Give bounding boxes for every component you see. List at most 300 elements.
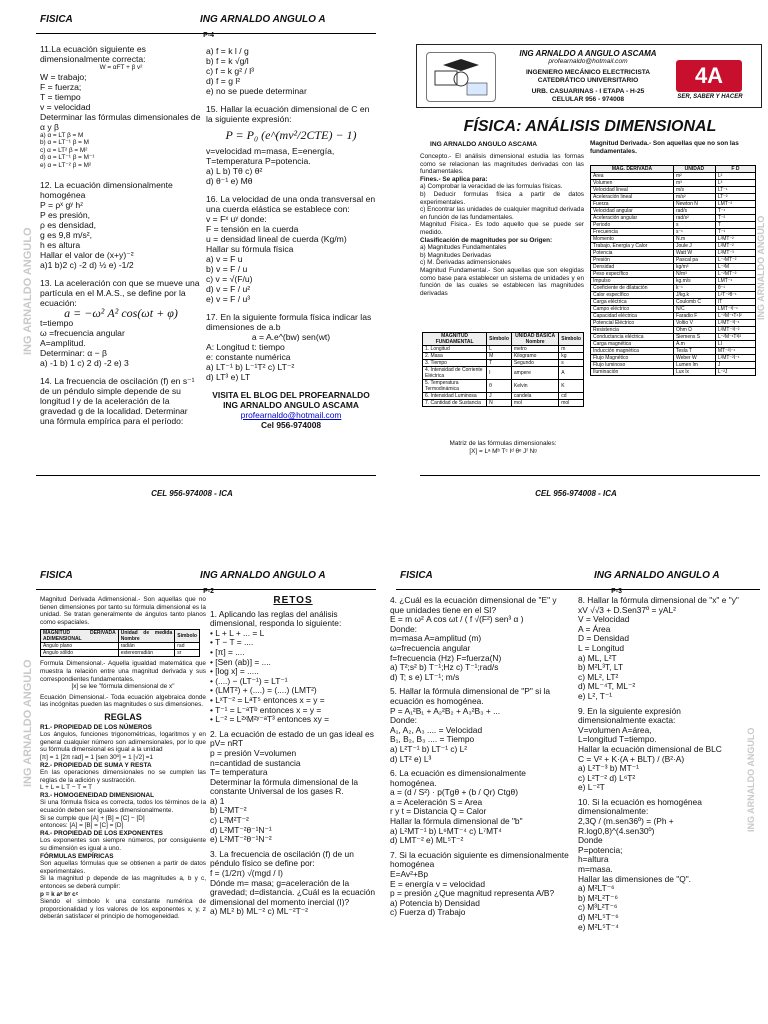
author-name: ING ARNALDO A ANGULO ASCAMA [519,49,657,58]
concept-text [420,153,584,297]
problem-line: d) LMT⁻² e) ML⁵T⁻² [390,835,464,846]
table-cell: 5. Temperatura Termodinámica [423,380,487,393]
blog-box [206,390,376,430]
table-cell: Flujo luminoso [591,362,674,369]
problem-line: a) L²T⁻¹ b) LT⁻¹ c) L² [390,743,468,754]
text-paragraph: a) Comprobar la veracidad de las formulas físicas. [420,183,563,191]
adimensional-table [40,629,200,657]
problem-line: Donde: [390,715,418,726]
table-cell: 4. Intensidad de Corriente Eléctrica [423,367,487,380]
author-email: profearnaldo@hotmail.com [548,58,628,65]
q15-formula: P = P₀ (e^(mv²/2CTE) − 1) [225,128,357,142]
table-row [423,400,584,407]
table-cell: Carga eléctrica [591,299,674,306]
table-cell: mol [559,400,584,407]
q11-statement: 11.La ecuación siguiente es dimensionalmente correcta: [40,44,146,64]
problem-line: c) L²T⁻² d) L⁶T² [578,772,636,783]
rule-line: L + L = L T − T = T [40,784,92,792]
q14-option: b) f = k √g/l [206,56,249,66]
table-row [591,362,756,369]
table-cell: Momento [591,236,674,243]
problem-line: c) Fuerza d) Trabajo [390,907,466,918]
q12-line: g es 9,8 m/s², [40,229,93,240]
table-row [591,341,756,348]
table-cell: Capacidad eléctrica [591,313,674,320]
q17-option: d) LT³ e) LT [206,372,251,382]
retos-line: e) L²MT⁻²θ⁻¹N⁻² [210,834,272,845]
side-watermark: ING ARNALDO ANGULO [22,659,34,787]
q14-option: e) no se puede determinar [206,86,307,96]
table-cell: T⁻¹ [715,229,755,236]
problem-line: 2,3Q / (m.sen36º) = (Ph + R.log0,8)^(4.sen30º) [578,816,674,836]
table-cell: Conductancia eléctrica [591,334,674,341]
problem-line: a) T²;s² b) T⁻¹;Hz c) T⁻¹;rad/s [390,662,499,673]
rule-line: R1.- PROPIEDAD DE LOS NÚMEROS [40,723,152,731]
q11-line: T = tiempo [40,91,81,102]
table-cell: Carga magnética [591,341,674,348]
page-header [384,570,768,586]
problem-line: a) ML, L²T [578,652,617,663]
table-cell: 7. Cantidad de Sustancia [423,400,487,407]
table-row [591,194,756,201]
table-row [591,236,756,243]
table-cell: Inducción magnética [591,348,674,355]
table-cell: L⁻²M⁻¹T⁴I² [715,313,755,320]
table-cell: IT [715,299,755,306]
rule-line: En las operaciones dimensionales no se cumplen las reglas de la adición y sustracción. [40,769,206,784]
retos-line: T= temperatura [210,767,268,778]
problem-line: V = Velocidad [578,614,630,625]
table-row [423,393,584,400]
problem-line: D = Densidad [578,633,629,644]
text-paragraph: c) M. Derivadas adimensionales [420,259,511,267]
retos-line: pV= nRT [210,738,244,749]
problem-line: P = A₁²B₁ + A₂²B₂ + A₃²B₃ + ... [390,705,501,716]
problem-line: Donde [578,835,603,846]
problem-line: 9. En la siguiente expresión dimensionalmente exacta: [578,705,681,726]
problem-line: a) L²MT⁻¹ b) L⁶MT⁻⁴ c) L⁷MT⁴ [390,825,502,836]
table-cell: m/s [673,187,715,194]
q12-line: ρ es densidad, [40,219,97,230]
text-paragraph: b) Deducir formulas física a partir de datos experimentales. [420,190,584,206]
rule-line: R4.- PROPIEDAD DE LOS EXPONENTES [40,829,163,837]
retos-line: • LˣT⁻² = LᵃT⁵ entonces x = y = [210,694,325,705]
table-cell: s⁻¹ [673,229,715,236]
q16-option: a) v = F u [206,254,243,264]
retos-line: Dónde m= masa; g=aceleración de la gravedad; d=distancia. ¿Cuál es la ecuación dimensional del momento inercial (I)? [210,877,376,907]
table-cell: Weber W [673,355,715,362]
rules-list [40,724,206,921]
table-header-cell: Unidad de medida Nombre [118,630,175,643]
q17-statement: 17. En la siguiente formula física indicar las dimensiones de a.b [206,312,372,332]
table-header-cell: Símbolo [487,333,512,346]
problem-line: m=masa. [578,864,613,875]
problems-right [578,596,744,932]
page-subtitle: ING ARNALDO ANGULO ASCAMA [430,141,537,148]
table-cell: L³ [715,180,755,187]
table-header-cell: UNIDAD [673,166,715,173]
problem-line: E=Av²+Bp [390,869,429,880]
table-cell: Densidad [591,264,674,271]
page-p2 [0,512,384,1024]
right-column [206,46,376,430]
theory-column [40,596,206,921]
table-cell: L⁻²MT⁻² [715,271,755,278]
table-cell: Lumen lm [673,362,715,369]
problem-line: Hallar la fórmula dimensional de "b" [390,816,523,827]
table-cell: LMT⁻² [715,201,755,208]
table-cell: L²T⁻²θ⁻¹ [715,292,755,299]
table-header-cell: Símbolo [559,333,584,346]
table-header-row [591,166,756,173]
table-cell: LI [715,341,755,348]
table-cell: Ohm Ω [673,327,715,334]
matrix-note [420,440,586,455]
text-paragraph: Magnitud Física.- Es todo aquello que se puede ser medido. [420,221,584,236]
table-cell: Área [591,173,674,180]
text-paragraph: Fines.- Se aplica para: [420,175,488,183]
retos-line: 3. La frecuencia de oscilación (f) de un péndulo físico se define por: [210,848,354,869]
table-row [591,292,756,299]
q13-line: Determinar: α − β [40,347,107,358]
table-header-cell: UNIDAD BÁSICA Nombre [511,333,558,346]
rule-line: p = k aˣ bʸ cᶻ [40,890,79,898]
table-cell: m³ [673,180,715,187]
table-row [423,360,584,367]
q12-line: h es altura [40,239,81,250]
table-cell: metro [511,346,558,353]
blog-line: VISITA EL BLOG DEL PROFEARNALDO [212,390,370,400]
table-cell: 6. Intensidad Luminosa [423,393,487,400]
page-header [0,570,384,586]
table-cell: T⁻¹ [715,208,755,215]
table-cell: Impulso [591,278,674,285]
problem-line: xV √√3 + D.Sen37º = yAL² [578,604,676,615]
q12-options: a)1 b)2 c) -2 d) ½ e) -1/2 [40,259,134,270]
q13-line: A=amplitud. [40,337,86,348]
table-cell: Siemens S [673,334,715,341]
q11-line: W = trabajo; [40,71,87,82]
q14-option: d) f = g l² [206,76,241,86]
table-cell: N/m³ [673,271,715,278]
problem-line: h=altura [578,854,609,865]
q14-option: c) f = k g² / l³ [206,66,254,76]
problem-line: 7. Si la ecuación siguiente es dimensionalmente homogénea [390,849,569,870]
q13-line: t=tiempo [40,317,74,328]
problem-line: 4. ¿Cuál es la ecuación dimensional de "E" y que unidades tiene en el SI? [390,595,557,615]
table-cell: m/s² [673,194,715,201]
table-row [591,243,756,250]
table-cell: mol [511,400,558,407]
author-role: CATEDRÁTICO UNIVERSITARIO [537,77,639,84]
problem-line: ω=frecuencia angular [390,642,471,653]
table-cell: 3. Tiempo [423,360,487,367]
problem-line: E = m ω² A cos ωt / ( f √(F²) sen³ α ) [390,614,524,625]
table-row [591,348,756,355]
table-cell: Coulomb C [673,299,715,306]
header-left: FISICA [400,570,433,581]
table-header-cell: MAGNITUD DERIVADA ADIMENSIONAL [41,630,119,643]
brand-slogan: SER, SABER Y HACER [677,94,743,100]
table-row [591,369,756,376]
table-row [591,313,756,320]
table-cell: Flujo Magnético [591,355,674,362]
text-paragraph: c) Encontrar las unidades de cualquier magnitud derivada en función de las fundamentales. [420,206,584,221]
q17-line: e: constante numérica [206,352,291,362]
page-number: P-2 [203,588,214,595]
table-cell: Aceleración lineal [591,194,674,201]
table-row [591,187,756,194]
table-cell: Lux lx [673,369,715,376]
q11-option: a) α = LT β = M [40,131,84,139]
rule-line: Siendo el símbolo k una constante numérica de proporcionalidad y los valores de los exponentes x, y, z deberán satisfacer el principio de homogeneidad. [40,898,206,921]
table-cell: L²MT⁻²I⁻¹ [715,355,755,362]
table-cell: Calor específico [591,292,674,299]
text-paragraph: Concepto.- El análisis dimensional estudia las formas como se relacionan las magnitudes derivadas con las fundamentales. [420,153,584,176]
matrix-formula: [X] = Lᵃ Mᵇ Tᶜ Iᵈ θᵉ Jᶠ Nᵍ [469,447,537,455]
table-cell: ampere [511,367,558,380]
page-p4 [0,0,384,512]
table-row [591,320,756,327]
problem-line: 5. Hallar la fórmula dimensional de "P" si la ecuación es homogénea. [390,686,551,706]
problem-line: b) M²L³T, LT [578,662,623,673]
q16-option: b) v = F / u [206,264,248,274]
table-cell: radián [118,643,175,650]
problems-left [390,596,570,918]
table-row [591,215,756,222]
blog-line: ING ARNALDO ANGULO ASCAMA [223,400,359,410]
problem-line: V=volumen A=área, [578,724,652,735]
side-watermark: ING ARNALDO ANGULO [746,727,756,832]
table-cell: rad/s² [673,215,715,222]
table-row [591,299,756,306]
problem-line: a = (d / S²) · p(Tgθ + (b / Qr) Ctgθ) [390,787,518,798]
table-cell: cd [559,393,584,400]
table-cell: T [715,222,755,229]
rule-line: FÓRMULAS EMPÍRICAS [40,852,114,860]
table-cell: kg [559,353,584,360]
q15-option: a) L b) Tθ c) θ² [206,166,263,176]
table-row [591,201,756,208]
retos-line: • L⁻² = L²ˣM²ʸ⁻ᵃT³ entonces xy = [210,714,329,725]
table-row [423,353,584,360]
text-paragraph: Formula Dimensional.- Aquella igualdad matemática que muestra la relación entre una magnitud derivada y sus correspondientes fundamentales. [40,660,206,683]
q16-line: u = densidad lineal de cuerda (Kg/m) [206,234,347,244]
table-row [591,180,756,187]
retos-line: f = (1/2π) √(mgd / I) [210,868,283,879]
table-cell: Presión [591,257,674,264]
table-cell: L²MT⁻² [715,236,755,243]
table-cell: Potencial Eléctrico [591,320,674,327]
graduate-illustration-icon [426,52,496,102]
footer-rule [420,475,760,476]
table-cell: kg.m/s [673,278,715,285]
retos-line: • (....) − (LT⁻¹) = LT⁻¹ [210,675,288,686]
table-cell: θ [487,380,512,393]
table-header-cell: Símbolo [175,630,200,643]
q11-option: d) α = LT⁻¹ β = M⁻¹ [40,154,95,162]
fundamental-magnitudes-table [422,332,584,407]
problem-line: d) T; s e) LT⁻¹; m/s [390,671,460,682]
table-cell: L² [715,173,755,180]
retos-title: RETOS [273,595,313,606]
table-header-row [423,333,584,346]
rule-line: Los exponentes son siempre números, por consiguiente su dimensión es igual a uno. [40,837,206,853]
problem-line: a) L²T⁻³ b) MT⁻¹ [578,763,639,774]
retos-line: 1. Aplicando las reglas del análisis dimensional, responda lo siguiente: [210,608,342,629]
page-title: FÍSICA: ANÁLISIS DIMENSIONAL [463,118,717,135]
q11-formula: W = αFT + β v² [99,64,143,71]
table-cell: L²MT⁻³I⁻¹ [715,320,755,327]
table-cell: Iluminación [591,369,674,376]
table-cell: Newton N [673,201,715,208]
table-row [591,173,756,180]
retos-line: • (LMT²) + (....) = (....) (LMT²) [210,685,317,696]
table-cell: J [715,362,755,369]
header-right: ING ARNALDO ANGULO A [200,570,326,581]
problem-line: L = Longitud [578,642,625,653]
table-cell: L⁻²J [715,369,755,376]
retos-line: • T − T = .... [210,637,254,648]
header-left: FISICA [40,14,73,25]
blog-email-link[interactable]: profearnaldo@hotmail.com [240,410,342,420]
table-cell: T [487,360,512,367]
problem-line: P=potencia; [578,844,623,855]
text-paragraph: Magnitud Fundamental.- Son aquellas que son elegidas como base para establecer un sistema de unidades y en función de las cuales se establecen las magnitudes derivadas [420,266,584,297]
q14-statement: 14. La frecuencia de oscilación (f) en s⁻¹ de un péndulo simple depende de su longitud l y de la aceleración de la gravedad g de la localidad. Determinar una fórmula empírica para el período: [40,375,195,426]
q11-option: e) α = LT⁻² β = M² [40,161,92,169]
table-cell: Voltio V [673,320,715,327]
table-cell: Angulo sólido [41,650,119,657]
rule-line: Si se cumple que [A] + [B] = [C] − [D] [40,814,145,822]
q13-statement: 13. La aceleración con que se mueve una partícula en el M.A.S., se define por la ecuación: [40,277,200,308]
table-cell: MT⁻²I⁻¹ [715,348,755,355]
table-cell: sr [175,650,200,657]
rule-line: R2.- PROPIEDAD DE SUMA Y RESTA [40,761,152,769]
problem-line: L=longitud T=tiempo. [578,734,657,745]
retos-line: d) L²MT⁻²θ⁻¹N⁻¹ [210,824,272,835]
table-cell: Segundo [511,360,558,367]
problem-line: Hallar las dimensiones de "Q". [578,873,692,884]
table-row [591,278,756,285]
table-row [591,250,756,257]
challenges-column [210,596,376,917]
derived-magnitudes-table [590,165,756,376]
table-cell: rad/s [673,208,715,215]
table-row [41,650,200,657]
table-cell: Frecuencia [591,229,674,236]
side-watermark: ING ARNALDO ANGULO [22,227,34,355]
table-cell: Potencia [591,250,674,257]
problem-line: e) L⁻²T [578,782,605,793]
page-cover [384,0,768,512]
table-cell: Joule J [673,243,715,250]
problem-line: c) ML², LT² [578,671,619,682]
retos-line: • [Sen (ab)] = .... [210,656,271,667]
table-cell: K [559,380,584,393]
text-paragraph: b) Magnitudes Derivadas [420,251,492,259]
q11-line: F = fuerza; [40,81,82,92]
table-cell: Velocidad angular [591,208,674,215]
problem-line: b) M²L²T⁻⁶ [578,892,618,903]
table-row [591,355,756,362]
q16-option: e) v = F / u³ [206,294,251,304]
retos-line: b) L²MT⁻² [210,805,247,816]
q15-line: v=velocidad m=masa, E=energía, T=temperatura P=potencia. [206,146,335,166]
table-cell: Aceleración angular [591,215,674,222]
q16-line: v = Fˣ uʸ donde: [206,214,267,224]
q13-options: a) -1 b) 1 c) 2 d) -2 e) 3 [40,357,129,368]
problem-line: m=masa A=amplitud (m) [390,633,482,644]
retos-list [210,610,376,917]
table-cell: L²MT⁻³ [715,250,755,257]
table-cell: estereorradián [118,650,175,657]
q12-statement: 12. La ecuación dimensionalmente homogénea [40,179,173,200]
rule-line: R3.- HOMOGENEIDAD DIMENSIONAL [40,791,154,799]
q16-line: Hallar su fórmula física [206,244,294,254]
table-cell: Peso específico [591,271,674,278]
retos-line: a) 1 [210,795,225,806]
q11-line: Determinar las fórmulas dimensionales de α y β [40,111,201,132]
table-cell: M [487,353,512,360]
table-cell: Trabajo, Energía y Calor [591,243,674,250]
problem-line: f=frecuencia (Hz) F=fuerza(N) [390,652,502,663]
q11-option: c) α = LT² β = M² [40,146,88,154]
text-paragraph: [x] se lee "fórmula dimensional de x" [71,683,175,691]
table-cell: Volumen [591,180,674,187]
table-header-row [41,630,200,643]
table-cell: Campo eléctrico [591,306,674,313]
retos-line: • [π] = .... [210,646,245,657]
retos-line: • T⁻¹ = L⁻ᵃTᵇ entonces x = y = [210,704,322,715]
side-watermark: ING ARNALDO ANGULO [756,215,766,320]
q16-statement: 16. La velocidad de una onda transversal en una cuerda elástica se establece con: [206,194,376,214]
table-row [591,306,756,313]
q16-option: d) v = F / u² [206,284,251,294]
author-address: URB. CASUARINAS - I ETAPA - H-25 [531,88,645,95]
table-cell: Faradio F [673,313,715,320]
table-cell: rad [175,643,200,650]
problem-line: r y t = Distancia Q = Calor [390,806,487,817]
problem-line: d) LT² e) L³ [390,753,432,764]
retos-line: a) ML² b) ML⁻² c) ML⁻²T⁻² [210,906,308,917]
table-cell: 2. Masa [423,353,487,360]
rule-line: [π] = 1 [2π rad] = 1 [sen 30º] = 1 [√2] =1 [40,753,154,761]
page-footer: CEL 956-974008 - ICA [151,489,233,498]
problem-line: a) M²LT⁻⁶ [578,883,615,894]
problem-line: e) M²L⁵T⁻⁴ [578,921,619,932]
table-row [591,208,756,215]
header-rule [396,589,760,590]
table-row [423,346,584,353]
table-row [591,229,756,236]
q13-line: ω =frecuencia angular [40,327,125,338]
table-cell: LT⁻¹ [715,187,755,194]
table-row [591,264,756,271]
retos-line: c) L²M²T⁻² [210,815,249,826]
page-header [0,14,384,30]
problem-line: Donde: [390,623,418,634]
blog-line: Cel 956-974008 [260,420,322,430]
table-row [591,222,756,229]
header-left: FISICA [40,570,73,581]
table-cell: k⁻¹ [673,285,715,292]
author-info [500,50,676,104]
header-right: ING ARNALDO ANGULO A [200,14,326,25]
table-cell: Pascal pa [673,257,715,264]
problem-line: 10. Si la ecuación es homogénea dimensionalmente: [578,796,702,817]
problem-line: A = Área [578,623,611,634]
